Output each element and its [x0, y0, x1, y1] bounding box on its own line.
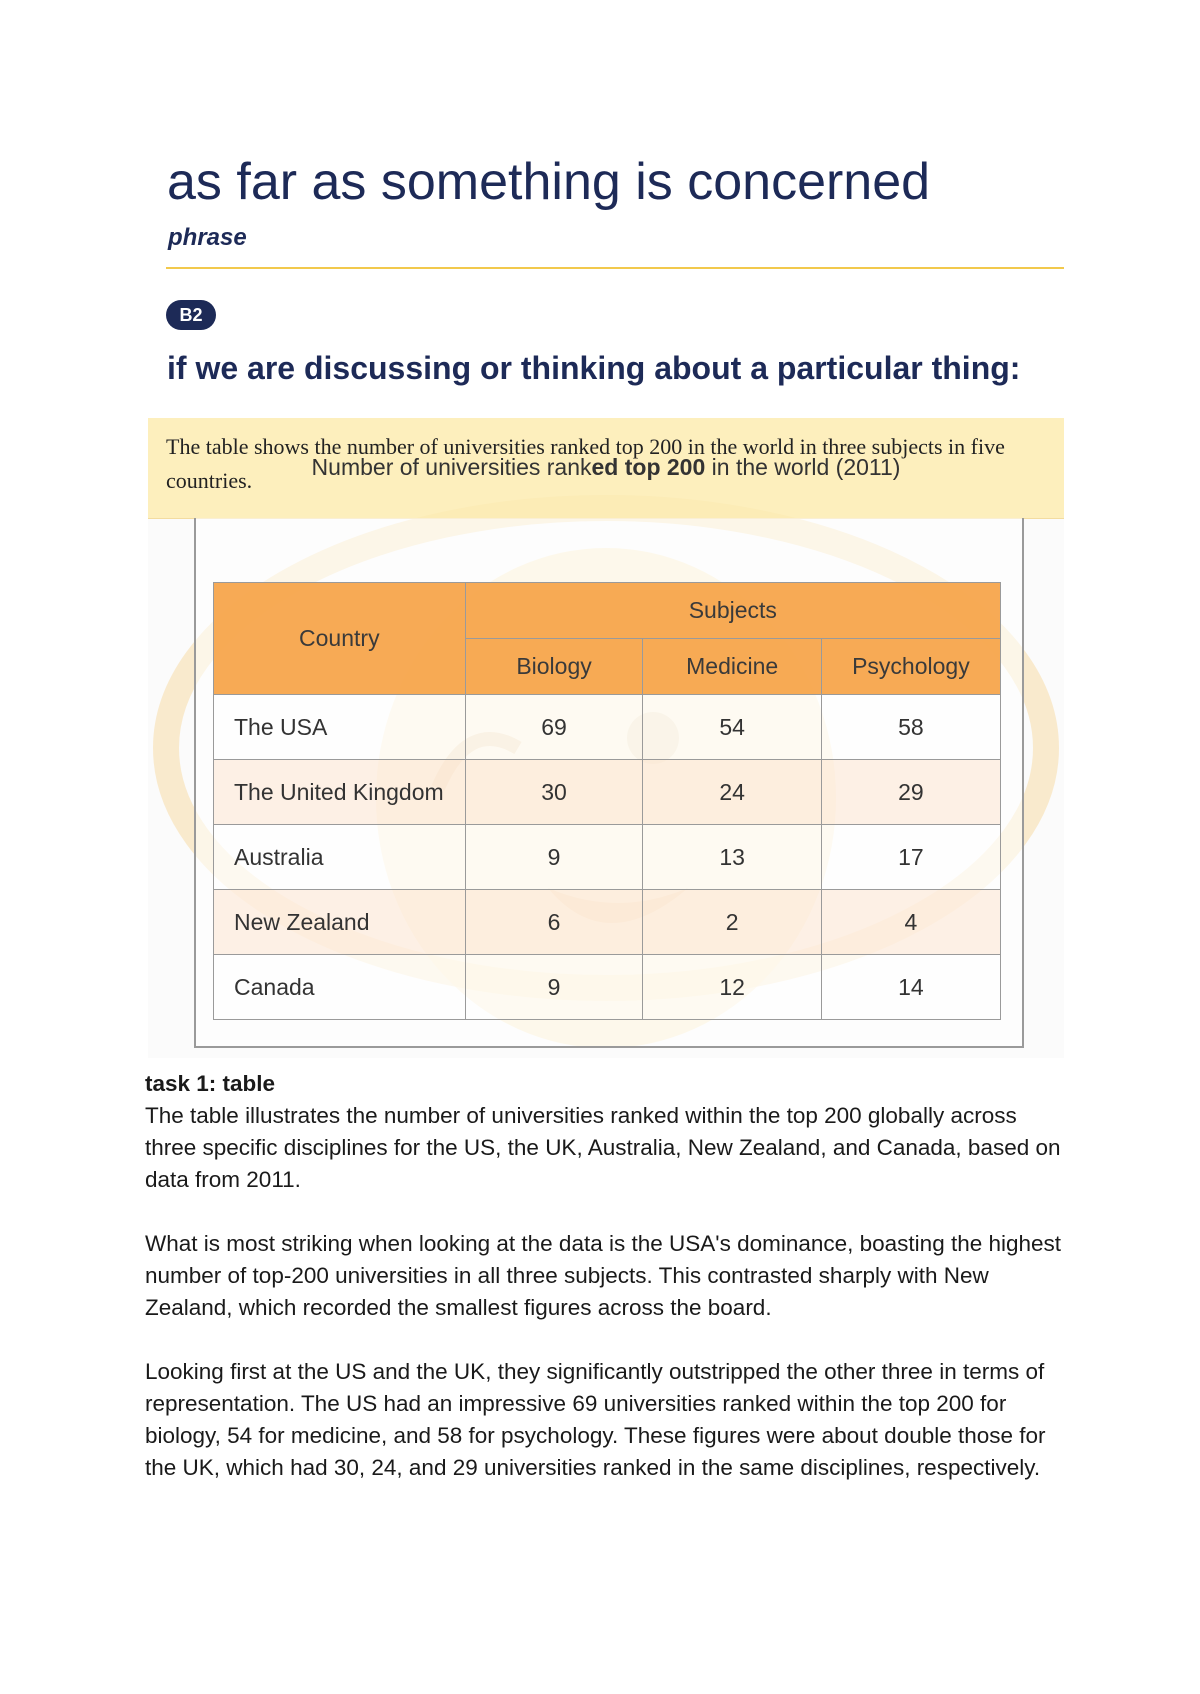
cell-medicine: 2 — [643, 890, 821, 955]
cell-biology: 69 — [465, 695, 643, 760]
essay-paragraph: What is most striking when looking at the data is the USA's dominance, boasting the highest number of top-200 universities in all three subjects. This contrasted sharply with New Zealand, which recorded the smallest figures across the board. — [145, 1231, 1062, 1320]
cell-biology: 9 — [465, 955, 643, 1020]
task-figure — [148, 418, 1064, 1058]
cell-psychology: 29 — [821, 760, 1000, 825]
table-row — [214, 695, 1001, 760]
header-psychology: Psychology — [821, 639, 1000, 695]
table-title-start: Number of universities rank — [311, 454, 592, 480]
headword: as far as something is concerned — [167, 153, 931, 211]
table-title-end: in the world (2011) — [705, 454, 901, 480]
divider — [166, 267, 1064, 269]
cell-biology: 9 — [465, 825, 643, 890]
essay-paragraph: The table illustrates the number of universities ranked within the top 200 globally across three specific disciplines for the US, the UK, Australia, New Zealand, and Canada, based on data from 2011. — [145, 1103, 1061, 1192]
row-country: Australia — [214, 825, 466, 890]
table-row — [214, 825, 1001, 890]
cell-psychology: 58 — [821, 695, 1000, 760]
cell-psychology: 14 — [821, 955, 1000, 1020]
essay-heading: task 1: table — [145, 1071, 276, 1096]
essay — [145, 1068, 1065, 1516]
row-country: Canada — [214, 955, 466, 1020]
part-of-speech: phrase — [168, 224, 247, 251]
table-row — [214, 760, 1001, 825]
header-medicine: Medicine — [643, 639, 821, 695]
level-badge: B2 — [166, 300, 216, 330]
cell-biology: 30 — [465, 760, 643, 825]
definition: if we are discussing or thinking about a particular thing: — [167, 350, 1021, 386]
header-country: Country — [214, 583, 466, 695]
cell-psychology: 4 — [821, 890, 1000, 955]
table-row — [214, 955, 1001, 1020]
table-title — [148, 454, 1064, 481]
header-subjects: Subjects — [465, 583, 1000, 639]
row-country: The United Kingdom — [214, 760, 466, 825]
cell-psychology: 17 — [821, 825, 1000, 890]
task-prompt-text: The table shows the number of universities ranked top 200 in the world in three subjects in five countries. — [166, 434, 1005, 493]
cell-medicine: 12 — [643, 955, 821, 1020]
cell-medicine: 24 — [643, 760, 821, 825]
table-title-emphasis: ed top 200 — [591, 454, 706, 480]
essay-paragraph: Looking first at the US and the UK, they significantly outstripped the other three in terms of representation. The US had an impressive 69 universities ranked within the top 200 for biology, 54 for medicine, and 58 for psychology. These figures were about double those for the UK, which had 30, 24, and 29 universities ranked in the same disciplines, respectively. — [145, 1359, 1046, 1480]
header-biology: Biology — [465, 639, 643, 695]
cell-medicine: 13 — [643, 825, 821, 890]
cell-biology: 6 — [465, 890, 643, 955]
row-country: New Zealand — [214, 890, 466, 955]
table-row — [214, 890, 1001, 955]
row-country: The USA — [214, 695, 466, 760]
cell-medicine: 54 — [643, 695, 821, 760]
data-table — [213, 582, 1001, 1020]
